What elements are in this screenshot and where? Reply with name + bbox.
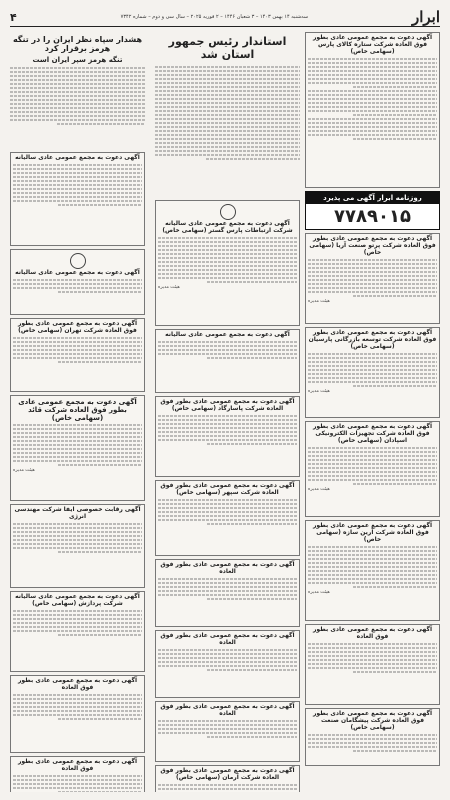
notice-title: آگهی دعوت به مجمع عمومی عادی بطور فوق العاده شرکت توسعه بازرگانی پارسیان (سهامی خاص) — [308, 329, 437, 350]
advertising-banner — [305, 191, 440, 230]
masthead — [10, 8, 440, 27]
notice-title: آگهی دعوت به مجمع عمومی عادی بطور فوق العاده — [160, 561, 295, 575]
notice-signature: هیئت مدیره — [308, 298, 330, 304]
article-headline: استاندار رئیس جمهور استان شد — [168, 35, 287, 61]
notice-block — [305, 708, 440, 766]
notice-signature: هیئت مدیره — [308, 589, 330, 595]
notice-title: آگهی دعوت به مجمع عمومی عادی بطور فوق العاده — [160, 703, 295, 717]
notice-block — [305, 327, 440, 418]
newspaper-logo: ابرار — [411, 8, 440, 26]
company-emblem-icon — [70, 253, 86, 269]
notice-title: آگهی دعوت به مجمع عمومی عادی بطور فوق العاده — [17, 677, 138, 691]
notice-block — [10, 504, 145, 588]
notice-block — [10, 675, 145, 753]
notice-title: آگهی دعوت به مجمع عمومی عادی بطور فوق العاده شرکت ستاره کالای پارس (سهامی خاص) — [312, 34, 433, 55]
banner-phone: ۷۷۸۹۰۱۵ — [334, 206, 411, 227]
notice-title: آگهی دعوت به مجمع عمومی عادی بطور فوق العاده شرکت پاسارگاد (سهامی خاص) — [160, 398, 295, 412]
notice-block — [305, 421, 440, 517]
notice-title: آگهی دعوت به مجمع عمومی عادی بطور فوق العاده شرکت تهران (سهامی خاص) — [17, 320, 138, 334]
notice-block — [10, 395, 145, 501]
notice-block — [155, 630, 300, 698]
notice-block — [10, 249, 145, 315]
notice-block — [305, 32, 440, 188]
notice-title: آگهی دعوت به مجمع عمومی عادی سالیانه شرکت پردازش (سهامی خاص) — [15, 593, 140, 607]
notice-title: آگهی دعوت به مجمع عمومی عادی بطور فوق العاده شرکت پرتو صنعت آریا (سهامی خاص) — [309, 235, 436, 256]
left-column — [10, 32, 145, 792]
notice-block — [155, 200, 300, 326]
notice-title: آگهی دعوت به مجمع عمومی عادی بطور فوق العاده — [312, 626, 433, 640]
notice-block — [10, 152, 145, 246]
news-article — [155, 32, 300, 200]
article-subheadline: تنگه هرمز سپر ایران است — [32, 56, 123, 65]
news-article — [10, 32, 145, 152]
right-column — [305, 32, 440, 792]
notice-block — [10, 318, 145, 392]
banner-title: روزنامه ابرار آگهی می پذیرد — [306, 192, 439, 204]
notice-title: آگهی رقابت خصوصی ایفا شرکت مهندسی انرژی — [14, 506, 141, 520]
notice-block — [10, 756, 145, 792]
notice-block — [155, 559, 300, 627]
notice-signature: هیئت مدیره — [13, 468, 35, 474]
notice-block — [155, 701, 300, 762]
notice-block — [155, 329, 300, 393]
notice-title: آگهی دعوت به مجمع عمومی عادی بطور فوق العاده شرکت قائد (سهامی خاص) — [18, 398, 137, 423]
article-headline: هشدار سپاه نظر ایران را در تنگه هرمز برقرار کرد — [12, 35, 143, 54]
notice-title: آگهی دعوت به مجمع عمومی عادی بطور فوق العاده شرکت آرمان (سهامی خاص) — [160, 767, 295, 781]
notice-block — [155, 765, 300, 792]
notice-block — [10, 591, 145, 672]
notice-title: آگهی دعوت به مجمع عمومی عادی بطور فوق العاده شرکت سپهر (سهامی خاص) — [160, 482, 295, 496]
notice-block — [155, 396, 300, 477]
notice-title: آگهی دعوت به مجمع عمومی عادی بطور فوق العاده — [17, 758, 138, 772]
notice-block — [305, 233, 440, 324]
notice-title: آگهی دعوت به مجمع عمومی عادی بطور فوق العاده شرکت تجهیزات الکترونیکی اسپادان (سهامی خاص) — [312, 423, 433, 444]
notice-title: آگهی دعوت به مجمع عمومی عادی سالیانه — [15, 154, 140, 161]
notice-title: آگهی دعوت به مجمع عمومی عادی سالیانه شرکت ارتباطات پارس گستر (سهامی خاص) — [162, 220, 293, 234]
notice-title: آگهی دعوت به مجمع عمومی عادی بطور فوق العاده — [160, 632, 295, 646]
notice-block — [305, 624, 440, 705]
notice-title: آگهی دعوت به مجمع عمومی عادی بطور فوق العاده شرکت پیشگامان صنعت (سهامی خاص) — [312, 710, 433, 731]
center-column — [155, 32, 300, 792]
dateline: سه‌شنبه ۱۴ بهمن ۱۴۰۳ – ۳ شعبان ۱۴۴۶ – ۲ فوریه ۲۰۲۵ – سال سی و دوم – شماره ۷۳۴۲ — [120, 14, 309, 20]
page-number: ۴ — [10, 10, 17, 24]
notice-block — [305, 520, 440, 621]
notice-signature: هیئت مدیره — [308, 388, 330, 394]
notice-title: آگهی دعوت به مجمع عمومی عادی بطور فوق العاده شرکت آرین سازه (سهامی خاص) — [312, 522, 433, 543]
notice-title: آگهی دعوت به مجمع عمومی عادی سالیانه — [15, 269, 140, 276]
notice-signature: هیئت مدیره — [158, 284, 180, 290]
company-emblem-icon — [220, 204, 236, 220]
notice-title: آگهی دعوت به مجمع عمومی عادی سالیانه — [165, 331, 290, 338]
notice-block — [155, 480, 300, 556]
notice-signature: هیئت مدیره — [308, 486, 330, 492]
